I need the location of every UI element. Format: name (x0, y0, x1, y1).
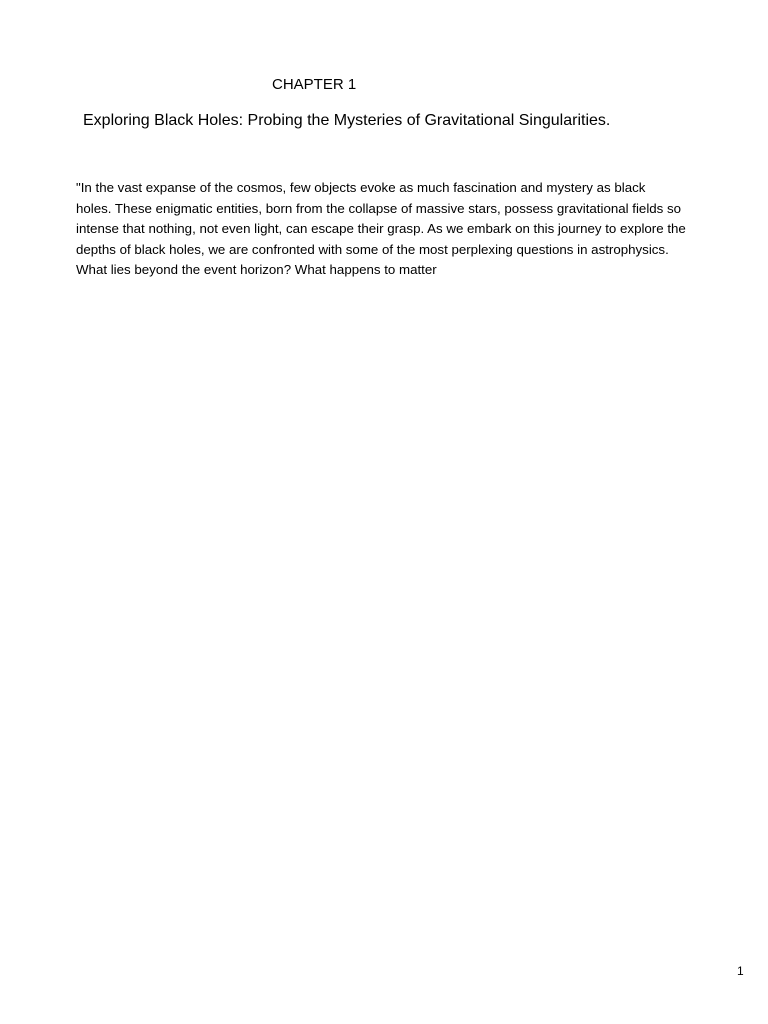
body-paragraph (76, 178, 736, 281)
chapter-label: CHAPTER 1 (272, 76, 357, 93)
chapter-title: Exploring Black Holes: Probing the Mysteries of Gravitational Singularities. (83, 112, 611, 129)
body-line: "In the vast expanse of the cosmos, few objects evoke as much fascination and mystery as black (76, 180, 646, 195)
body-line: holes. These enigmatic entities, born from the collapse of massive stars, possess gravitational fields so (76, 200, 682, 216)
body-line: What lies beyond the event horizon? What happens to matter (76, 262, 437, 277)
page-number: 1 (737, 964, 744, 978)
body-line: depths of black holes, we are confronted with some of the most perplexing questions in astrophysics. (76, 241, 669, 257)
body-line: intense that nothing, not even light, can escape their grasp. As we embark on this journey to explore the (76, 221, 686, 236)
